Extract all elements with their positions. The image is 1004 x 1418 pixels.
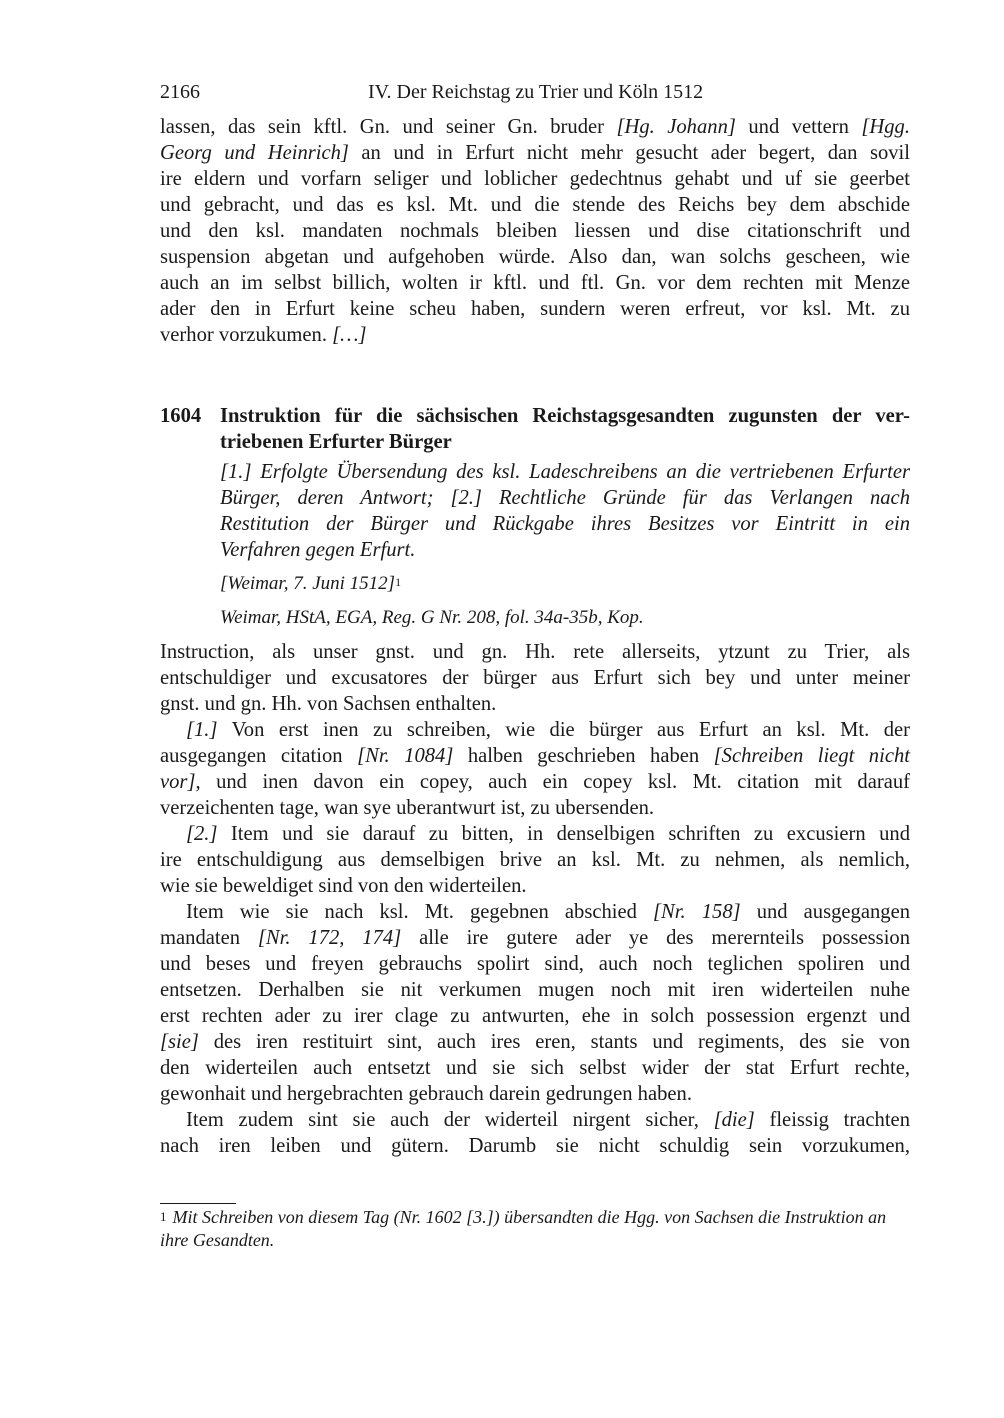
text-run: halben geschrieben haben <box>453 745 714 767</box>
text-run: Item wie sie nach ksl. Mt. gegebnen abschied <box>186 901 654 923</box>
text-line <box>160 925 910 951</box>
editorial-annotation: Georg und Heinrich] <box>160 142 349 164</box>
text-line <box>160 691 910 717</box>
text-line <box>160 951 910 977</box>
text-line <box>160 322 910 348</box>
regest-line: Bürger, deren Antwort; [2.] Rechtliche Gründe für das Verlangen nach <box>220 487 910 509</box>
continuation-paragraph <box>160 114 910 348</box>
text-run: verzeichenten tage, wan sye uberantwurt ist, zu ubersenden. <box>160 797 655 819</box>
text-run: an und in Erfurt nicht mehr gesucht ader begert, dan sovil <box>348 142 910 164</box>
editorial-annotation: [Nr. 172, 174] <box>257 927 402 949</box>
editorial-annotation: [Nr. 158] <box>653 901 741 923</box>
footnotes <box>160 1206 910 1252</box>
text-run: alle ire gutere ader ye des merernteils possession <box>401 927 911 949</box>
editorial-annotation: vor] <box>160 771 196 793</box>
text-run: ausgegangen citation <box>160 745 358 767</box>
editorial-annotation: [Hgg. <box>861 116 910 138</box>
text-line <box>160 1029 910 1055</box>
text-run: gewonhait und hergebrachten gebrauch darein gedrungen haben. <box>160 1083 692 1105</box>
text-line <box>160 140 910 166</box>
text-line <box>160 166 910 192</box>
text-line <box>160 899 910 925</box>
text-run: wie sie beweldiget sind von den widerteilen. <box>160 875 527 897</box>
document-source: Weimar, HStA, EGA, Reg. G Nr. 208, fol. 34a-35b, Kop. <box>220 607 644 628</box>
text-run: des iren restituirt sint, auch ires eren, stants und regiments, des sie von <box>198 1031 910 1053</box>
text-run: und beses und freyen gebrauchs spolirt sind, auch noch teglichen spoliren und <box>160 953 910 975</box>
text-run: auch an im selbst billich, wolten ir kftl. und ftl. Gn. vor dem rechten mit Menze <box>160 272 910 294</box>
page-number: 2166 <box>160 81 200 103</box>
text-run: entschuldiger und excusatores der bürger aus Erfurt sich bey und unter meiner <box>160 667 910 689</box>
footnote-mark: 1 <box>160 1209 167 1224</box>
text-line <box>160 270 910 296</box>
text-line <box>160 795 910 821</box>
text-line <box>160 1003 910 1029</box>
text-line <box>160 192 910 218</box>
text-run: ire eldern und vorfarn seliger und loblicher gedechtnus gehabt und uf sie geerbet <box>160 168 910 190</box>
text-run: nach iren leiben und gütern. Darumb sie nicht schuldig sein vorzukumen, <box>160 1135 910 1157</box>
text-run: ire entschuldigung aus demselbigen brive an ksl. Mt. zu nehmen, als nemlich, <box>160 849 910 871</box>
text-run: gnst. und gn. Hh. von Sachsen enthalten. <box>160 693 497 715</box>
document-heading <box>160 403 910 455</box>
text-line <box>160 717 910 743</box>
text-run: Item und sie darauf zu bitten, in denselbigen schriften zu excusiern und <box>217 823 910 845</box>
editorial-annotation: [sie] <box>160 1031 199 1053</box>
footnote-reference[interactable]: 1 <box>395 575 402 589</box>
editorial-annotation: [1.] <box>186 719 218 741</box>
document-title <box>220 403 910 455</box>
editorial-annotation: […] <box>332 324 367 346</box>
document-title-line: Instruktion für die sächsischen Reichstagsgesandten zugunsten der ver- <box>220 405 910 427</box>
editorial-annotation: [Hg. Johann] <box>616 116 736 138</box>
regest-line: Verfahren gegen Erfurt. <box>220 539 416 561</box>
text-line <box>160 114 910 140</box>
text-run: fleissig trachten <box>754 1109 910 1131</box>
text-run: ader den in Erfurt keine scheu haben, sundern weren erfreut, vor ksl. Mt. zu <box>160 298 910 320</box>
text-line <box>160 665 910 691</box>
page <box>160 78 910 1159</box>
footnote-divider <box>160 1203 236 1204</box>
regest-line: Restitution der Bürger und Rückgabe ihres Besitzes vor Eintritt in ein <box>220 513 910 535</box>
text-line <box>160 847 910 873</box>
text-line <box>160 769 910 795</box>
text-line <box>160 821 910 847</box>
text-line <box>160 873 910 899</box>
text-run: den widerteilen auch entsetzt und sie sich selbst wider der stat Erfurt rechte, <box>160 1057 910 1079</box>
text-line <box>160 977 910 1003</box>
text-line <box>160 1133 910 1159</box>
text-run: mandaten <box>160 927 258 949</box>
regest-line: [1.] Erfolgte Übersendung des ksl. Ladeschreibens an die vertriebenen Erfurter <box>220 461 910 483</box>
text-run: und gebracht, und das es ksl. Mt. und die stende des Reichs bey dem abschide <box>160 194 910 216</box>
text-line <box>160 743 910 769</box>
editorial-annotation: [die] <box>713 1109 755 1131</box>
text-run: und vettern <box>735 116 862 138</box>
text-line <box>160 1055 910 1081</box>
text-run: und ausgegangen <box>740 901 911 923</box>
running-head <box>160 78 910 106</box>
text-line <box>160 639 910 665</box>
text-line <box>160 1107 910 1133</box>
document-number: 1604 <box>160 405 202 427</box>
running-head-title: IV. Der Reichstag zu Trier und Köln 1512 <box>368 81 704 103</box>
editorial-annotation: [Schreiben liegt nicht <box>713 745 910 767</box>
footnote-text: Mit Schreiben von diesem Tag (Nr. 1602 [3.]) übersandten die Hgg. von Sachsen die Instruktion an ihre Gesandten. <box>160 1207 887 1250</box>
text-line <box>160 244 910 270</box>
text-run: , und inen davon ein copey, auch ein copey ksl. Mt. citation mit darauf <box>195 771 910 793</box>
editorial-annotation: [Nr. 1084] <box>357 745 454 767</box>
text-run: lassen, das sein kftl. Gn. und seiner Gn. bruder <box>160 116 617 138</box>
text-line <box>160 218 910 244</box>
editorial-annotation: [2.] <box>186 823 218 845</box>
text-run: entsetzen. Derhalben sie nit verkumen mugen noch mit iren widerteilen nuhe <box>160 979 910 1001</box>
text-run: suspension abgetan und aufgehoben würde. Also dan, wan solchs gescheen, wie <box>160 246 910 268</box>
text-line <box>160 296 910 322</box>
footnote <box>160 1206 910 1252</box>
text-run: Von erst inen zu schreiben, wie die bürger aus Erfurt an ksl. Mt. der <box>217 719 910 741</box>
text-run: verhor vorzukumen. <box>160 324 333 346</box>
text-run: und den ksl. mandaten nochmals bleiben liessen und dise citationschrift und <box>160 220 910 242</box>
main-text <box>160 639 910 1159</box>
document-regest <box>220 459 910 563</box>
text-run: erst rechten ader zu irer clage zu antwurten, ehe in solch possession ergenzt und <box>160 1005 910 1027</box>
text-run: Item zudem sint sie auch der widerteil nirgent sicher, <box>186 1109 714 1131</box>
document-title-line: triebenen Erfurter Bürger <box>220 431 452 453</box>
dateline-text: [Weimar, 7. Juni 1512] <box>220 573 396 594</box>
text-line <box>160 1081 910 1107</box>
document-dateline <box>220 571 910 597</box>
text-run: Instruction, als unser gnst. und gn. Hh. rete allerseits, ytzunt zu Trier, als <box>160 641 910 663</box>
